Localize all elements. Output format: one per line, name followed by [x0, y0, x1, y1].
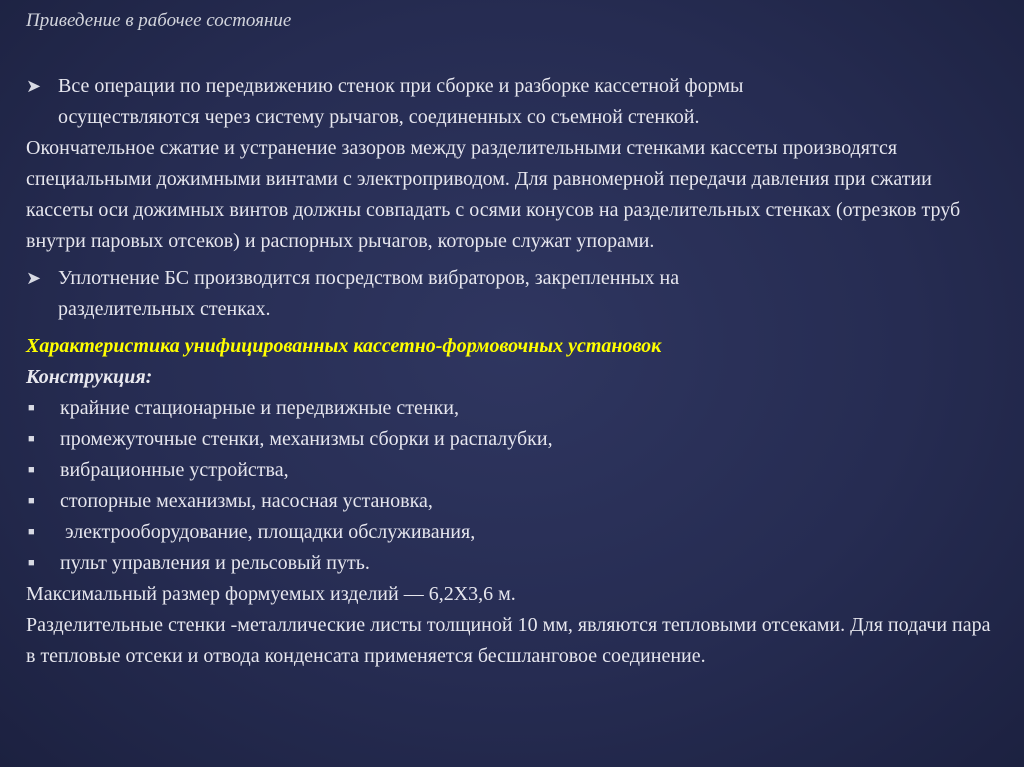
bullet-list — [26, 393, 1001, 579]
list-item: ■ вибрационные устройства, — [26, 455, 1001, 486]
square-bullet-icon: ■ — [28, 402, 35, 414]
square-bullet-icon: ■ — [28, 464, 35, 476]
list-item: ■ пульт управления и рельсовый путь. — [26, 548, 1001, 579]
list-item: ■ промежуточные стенки, механизмы сборки и распалубки, — [26, 424, 1001, 455]
arrow-bullet-icon: ➤ — [26, 268, 42, 288]
list-item: ■ крайние стационарные и передвижные стенки, — [26, 393, 1001, 424]
point-2-line-1: Уплотнение БС производится посредством вибраторов, закрепленных на — [58, 267, 680, 289]
paragraph-compression: Окончательное сжатие и устранение зазоров между разделительными стенками кассеты производятся специальными дожимными винтами с электроприводом. Для равномерной передачи давления при сжатии кассеты оси дожимных винтов должны совпадать с осями конусов на разделительных стенках (отрезков труб внутри паровых отсеков) и распорных рычагов, которые служат упорами. — [26, 137, 961, 252]
square-bullet-icon: ■ — [28, 526, 35, 538]
section-subheading: Конструкция: — [26, 366, 153, 388]
square-bullet-icon: ■ — [28, 557, 35, 569]
square-bullet-icon: ■ — [28, 495, 35, 507]
slide-title: Приведение в рабочее состояние — [26, 10, 292, 31]
arrow-point-1 — [26, 71, 1001, 133]
paragraph-partition-walls: Разделительные стенки -металлические листы толщиной 10 мм, являются тепловыми отсеками. Для подачи пара в тепловые отсеки и отвода конденсата применяется бесшланговое соединение. — [26, 614, 991, 667]
point-1-line-2: осуществляются через систему рычагов, соединенных со съемной стенкой. — [58, 106, 700, 128]
point-1-line-1: Все операции по передвижению стенок при сборке и разборке кассетной формы — [58, 75, 744, 97]
paragraph-max-size: Максимальный размер формуемых изделий — 6,2Х3,6 м. — [26, 583, 516, 605]
list-item: ■ электрооборудование, площадки обслуживания, — [26, 517, 1001, 548]
section-heading: Характеристика унифицированных кассетно-формовочных установок — [26, 335, 662, 357]
square-bullet-icon: ■ — [28, 433, 35, 445]
point-2-line-2: разделительных стенках. — [58, 298, 271, 320]
slide-body — [26, 71, 1001, 672]
list-item: ■ стопорные механизмы, насосная установка, — [26, 486, 1001, 517]
arrow-bullet-icon: ➤ — [26, 76, 42, 96]
arrow-point-2 — [26, 263, 1001, 325]
